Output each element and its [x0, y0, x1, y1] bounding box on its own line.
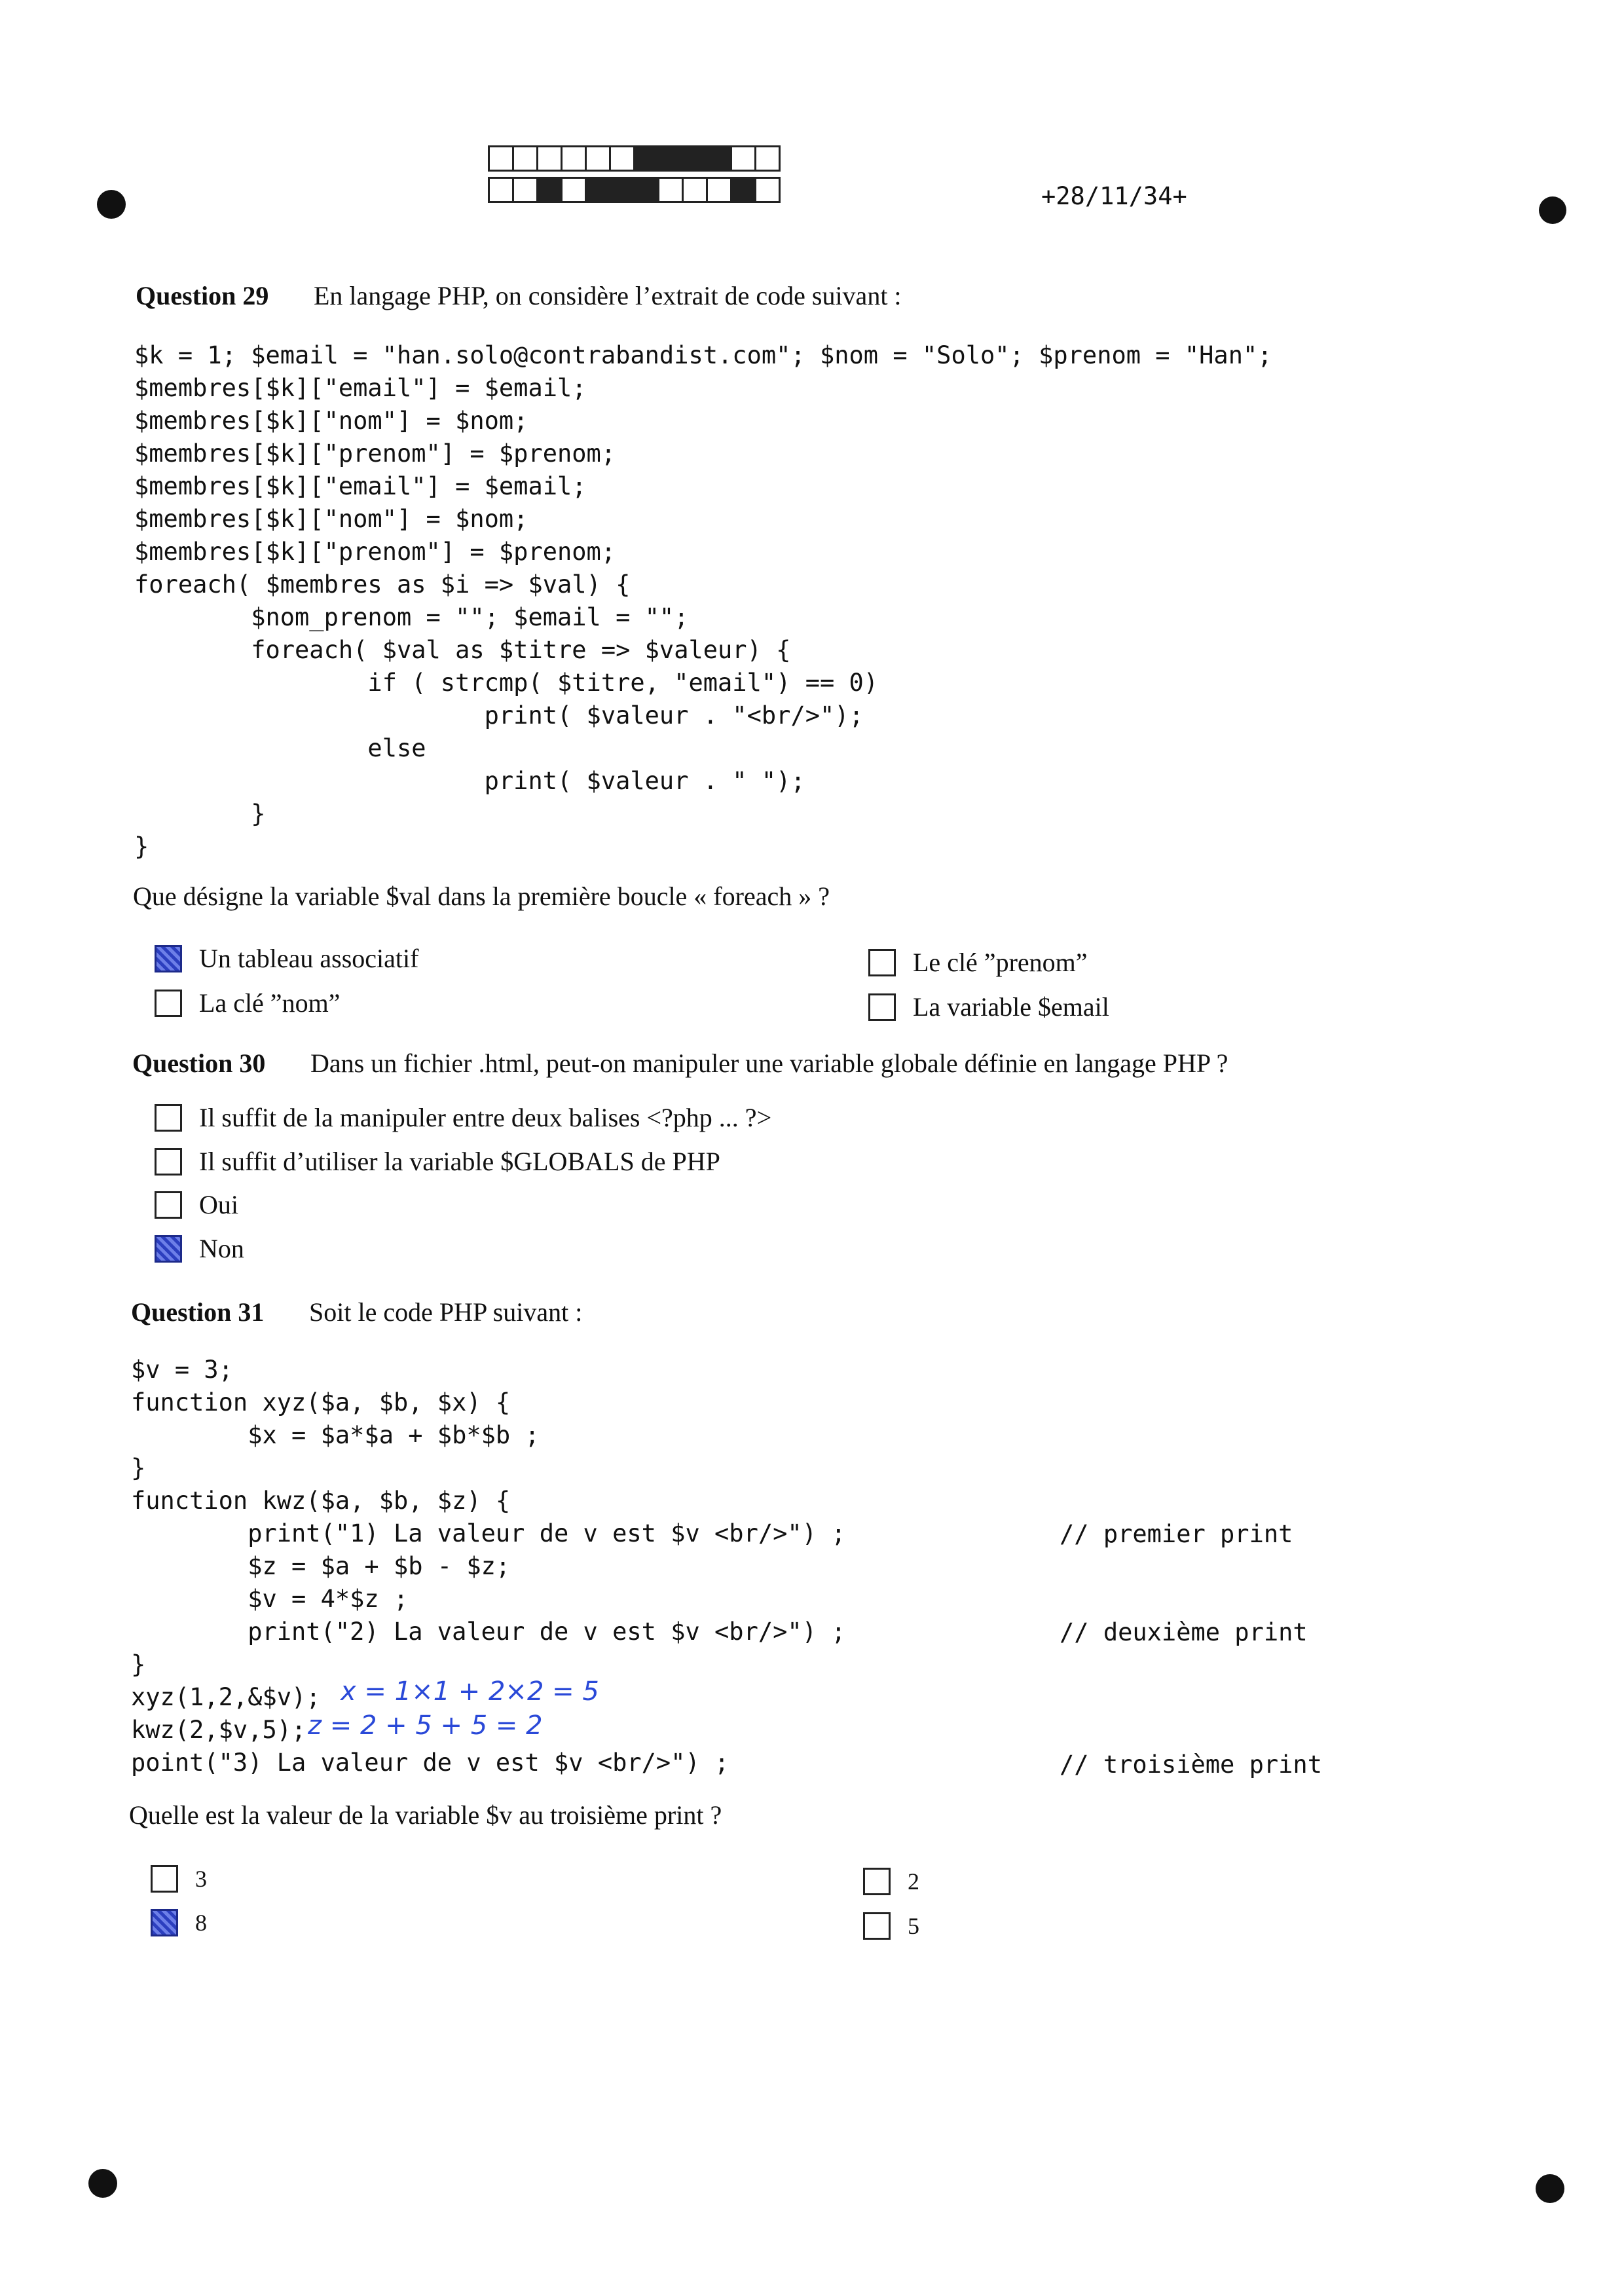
q29-option-a-label: Un tableau associatif: [199, 944, 419, 973]
registration-mark-bottom-right: [1536, 2174, 1564, 2203]
q31-option-b-label: 8: [195, 1910, 207, 1936]
q31-option-a[interactable]: [151, 1865, 207, 1893]
registration-mark-bottom-left: [88, 2169, 117, 2198]
q31-option-b[interactable]: [151, 1909, 207, 1936]
q31-option-d-checkbox[interactable]: [863, 1912, 891, 1940]
q30-option-b-label: Il suffit d’utiliser la variable $GLOBALS de PHP: [199, 1147, 720, 1176]
q31-option-c-label: 2: [908, 1868, 919, 1895]
q30-option-d-checkbox[interactable]: [155, 1235, 182, 1263]
q30-option-c[interactable]: [155, 1189, 238, 1220]
question-29-prompt: En langage PHP, on considère l’extrait de code suivant :: [314, 281, 902, 310]
q30-option-c-checkbox[interactable]: [155, 1191, 182, 1219]
q29-option-b-checkbox[interactable]: [155, 990, 182, 1017]
question-30-label: Question 30: [132, 1048, 266, 1078]
q29-option-d[interactable]: [868, 991, 1109, 1022]
comment-troisieme-print: // troisième print: [1060, 1750, 1322, 1779]
q29-option-d-checkbox[interactable]: [868, 993, 896, 1021]
question-31-code: $v = 3; function xyz($a, $b, $x) { $x = $a*$a + $b*$b ; } function kwz($a, $b, $z) { print("1) La valeur de v est $v <br/>") ; $z = $a + $b - $z; $v = 4*$z ; print("2) La valeur de v est $v <br/>") ; } xyz(1,2,&$v); kwz(2,$v,5); point("3) La valeur de v est $v <br/>") ;: [131, 1356, 846, 1777]
q29-option-d-label: La variable $email: [913, 992, 1109, 1022]
q30-option-b[interactable]: [155, 1146, 720, 1177]
q30-option-a-label: Il suffit de la manipuler entre deux balises <?php ... ?>: [199, 1103, 772, 1132]
question-31-text: Quelle est la valeur de la variable $v au troisième print ?: [129, 1800, 722, 1830]
question-29-text: Que désigne la variable $val dans la première boucle « foreach » ?: [133, 881, 830, 911]
q30-option-c-label: Oui: [199, 1190, 238, 1219]
question-29-label: Question 29: [136, 281, 269, 310]
q29-option-a[interactable]: [155, 943, 418, 974]
q31-option-b-checkbox[interactable]: [151, 1909, 178, 1936]
handwritten-note-z: z = 2 + 5 + 5 = 2: [308, 1711, 543, 1741]
q29-option-c-label: Le clé ”prenom”: [913, 948, 1088, 977]
question-30-header: [132, 1048, 1228, 1079]
handwritten-note-x: x = 1×1 + 2×2 = 5: [341, 1676, 599, 1707]
question-30-prompt: Dans un fichier .html, peut-on manipuler une variable globale définie en langage PHP ?: [310, 1048, 1228, 1078]
q29-option-a-checkbox[interactable]: [155, 945, 182, 972]
question-29-code: $k = 1; $email = "han.solo@contrabandist.com"; $nom = "Solo"; $prenom = "Han"; $membres[$k]["email"] = $email; $membres[$k]["nom"] = $nom; $membres[$k]["prenom"] = $prenom; $membres[$k]["email"] = $email; $membres[$k]["nom"] = $nom; $membres[$k]["prenom"] = $prenom; foreach( $membres as $i => $val) { $nom_prenom = ""; $email = ""; foreach( $val as $titre => $valeur) { if ( strcmp( $titre, "email") == 0) print( $valeur . "<br/>"); else print( $valeur . " "); } }: [134, 341, 1272, 861]
q30-option-a[interactable]: [155, 1102, 771, 1133]
question-31-prompt: Soit le code PHP suivant :: [309, 1297, 583, 1327]
q31-option-c-checkbox[interactable]: [863, 1868, 891, 1895]
q31-option-a-label: 3: [195, 1866, 207, 1892]
q29-option-b-label: La clé ”nom”: [199, 988, 341, 1018]
comment-deuxieme-print: // deuxième print: [1060, 1618, 1308, 1646]
question-31-header: [131, 1297, 582, 1327]
q31-option-d[interactable]: [863, 1912, 919, 1940]
q30-option-d-label: Non: [199, 1234, 244, 1263]
page-id: +28/11/34+: [1041, 182, 1187, 210]
q31-option-c[interactable]: [863, 1868, 919, 1895]
q29-option-c[interactable]: [868, 947, 1088, 978]
comment-premier-print: // premier print: [1060, 1520, 1293, 1548]
student-id-grid-top: [488, 145, 779, 172]
student-id-grid-bottom: [488, 177, 779, 203]
q30-option-b-checkbox[interactable]: [155, 1148, 182, 1176]
question-31-label: Question 31: [131, 1297, 265, 1327]
q30-option-a-checkbox[interactable]: [155, 1104, 182, 1132]
q29-option-c-checkbox[interactable]: [868, 949, 896, 976]
q30-option-d[interactable]: [155, 1233, 244, 1264]
q31-option-d-label: 5: [908, 1913, 919, 1939]
question-29-header: [136, 280, 902, 311]
q29-option-b[interactable]: [155, 988, 340, 1018]
registration-mark-top-right: [1539, 196, 1566, 224]
q31-option-a-checkbox[interactable]: [151, 1865, 178, 1893]
registration-mark-top-left: [97, 190, 126, 219]
